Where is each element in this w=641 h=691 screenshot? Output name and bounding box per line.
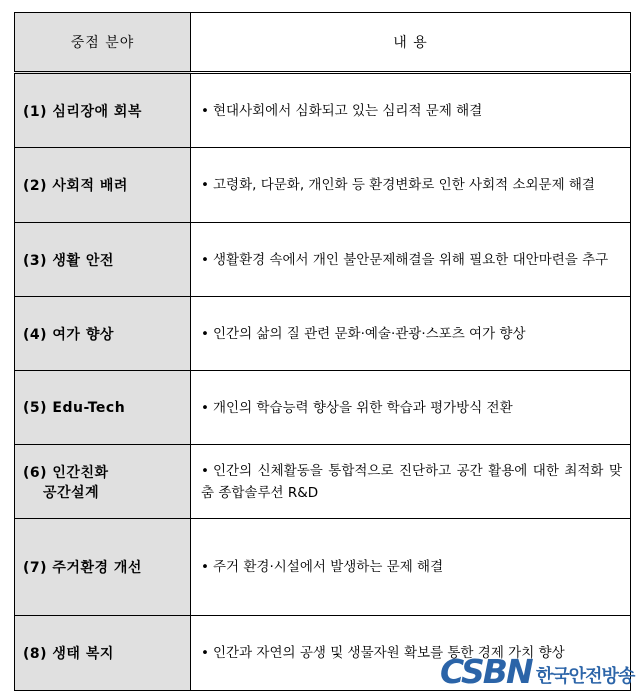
header-field: 중점 분야 [15, 13, 191, 73]
broadcaster-name: 한국안전방송 [536, 666, 635, 687]
field-label: (2) 사회적 배려 [23, 178, 128, 194]
content-text: 인간의 삶의 질 관련 문화·예술·관광·스포츠 여가 향상 [213, 325, 526, 342]
field-cell [15, 297, 191, 371]
field-label: (1) 심리장애 회복 [23, 103, 142, 120]
table-row [15, 148, 631, 223]
field-cell [15, 148, 191, 223]
content-cell [191, 148, 631, 223]
content-text: 인간과 자연의 공생 및 생물자원 확보를 통한 경제 가치 향상 [213, 645, 565, 661]
content-cell [191, 519, 631, 616]
field-cell [15, 519, 191, 616]
field-label: (8) 생태 복지 [23, 646, 114, 662]
bullet-icon: • [201, 251, 209, 268]
field-cell [15, 223, 191, 297]
field-cell [15, 73, 191, 148]
table-header-row [15, 13, 631, 73]
content-text: 고령화, 다문화, 개인화 등 환경변화로 인한 사회적 소외문제 해결 [213, 177, 595, 193]
bullet-icon: • [201, 645, 209, 661]
table-row [15, 445, 631, 519]
bullet-icon: • [201, 177, 209, 193]
bullet-icon: • [201, 102, 209, 119]
field-label: (3) 생활 안전 [23, 252, 114, 269]
field-label: (5) Edu-Tech [23, 399, 126, 416]
focus-area-table [14, 12, 631, 691]
content-cell [191, 445, 631, 519]
content-text: 현대사회에서 심화되고 있는 심리적 문제 해결 [213, 102, 483, 119]
csbn-watermark-logo [440, 654, 641, 689]
content-cell [191, 223, 631, 297]
header-content: 내 용 [191, 13, 631, 73]
table-row [15, 223, 631, 297]
csbn-logo-text: CSBN [440, 652, 532, 691]
table-row [15, 371, 631, 445]
bullet-icon: • [201, 462, 209, 479]
table-row [15, 73, 631, 148]
field-cell [15, 616, 191, 691]
field-label: (4) 여가 향상 [23, 326, 114, 343]
bullet-icon: • [201, 399, 209, 416]
bullet-icon: • [201, 325, 209, 342]
content-text: 생활환경 속에서 개인 불안문제해결을 위해 필요한 대안마련을 추구 [213, 251, 609, 268]
field-cell [15, 371, 191, 445]
content-cell [191, 371, 631, 445]
bullet-icon: • [201, 559, 209, 575]
content-text: 개인의 학습능력 향상을 위한 학습과 평가방식 전환 [213, 399, 513, 416]
table-row [15, 519, 631, 616]
field-label: (6) 인간친화 [23, 464, 109, 481]
field-label: (7) 주거환경 개선 [23, 560, 142, 576]
content-text: 인간의 신체활동을 통합적으로 진단하고 공간 활용에 대한 최적화 맞춤 종합솔루션 R&D [201, 462, 622, 501]
content-cell [191, 73, 631, 148]
table-row [15, 297, 631, 371]
content-cell [191, 297, 631, 371]
field-label-line2: 공간설계 [43, 484, 100, 501]
field-cell [15, 445, 191, 519]
content-text: 주거 환경·시설에서 발생하는 문제 해결 [213, 559, 444, 575]
